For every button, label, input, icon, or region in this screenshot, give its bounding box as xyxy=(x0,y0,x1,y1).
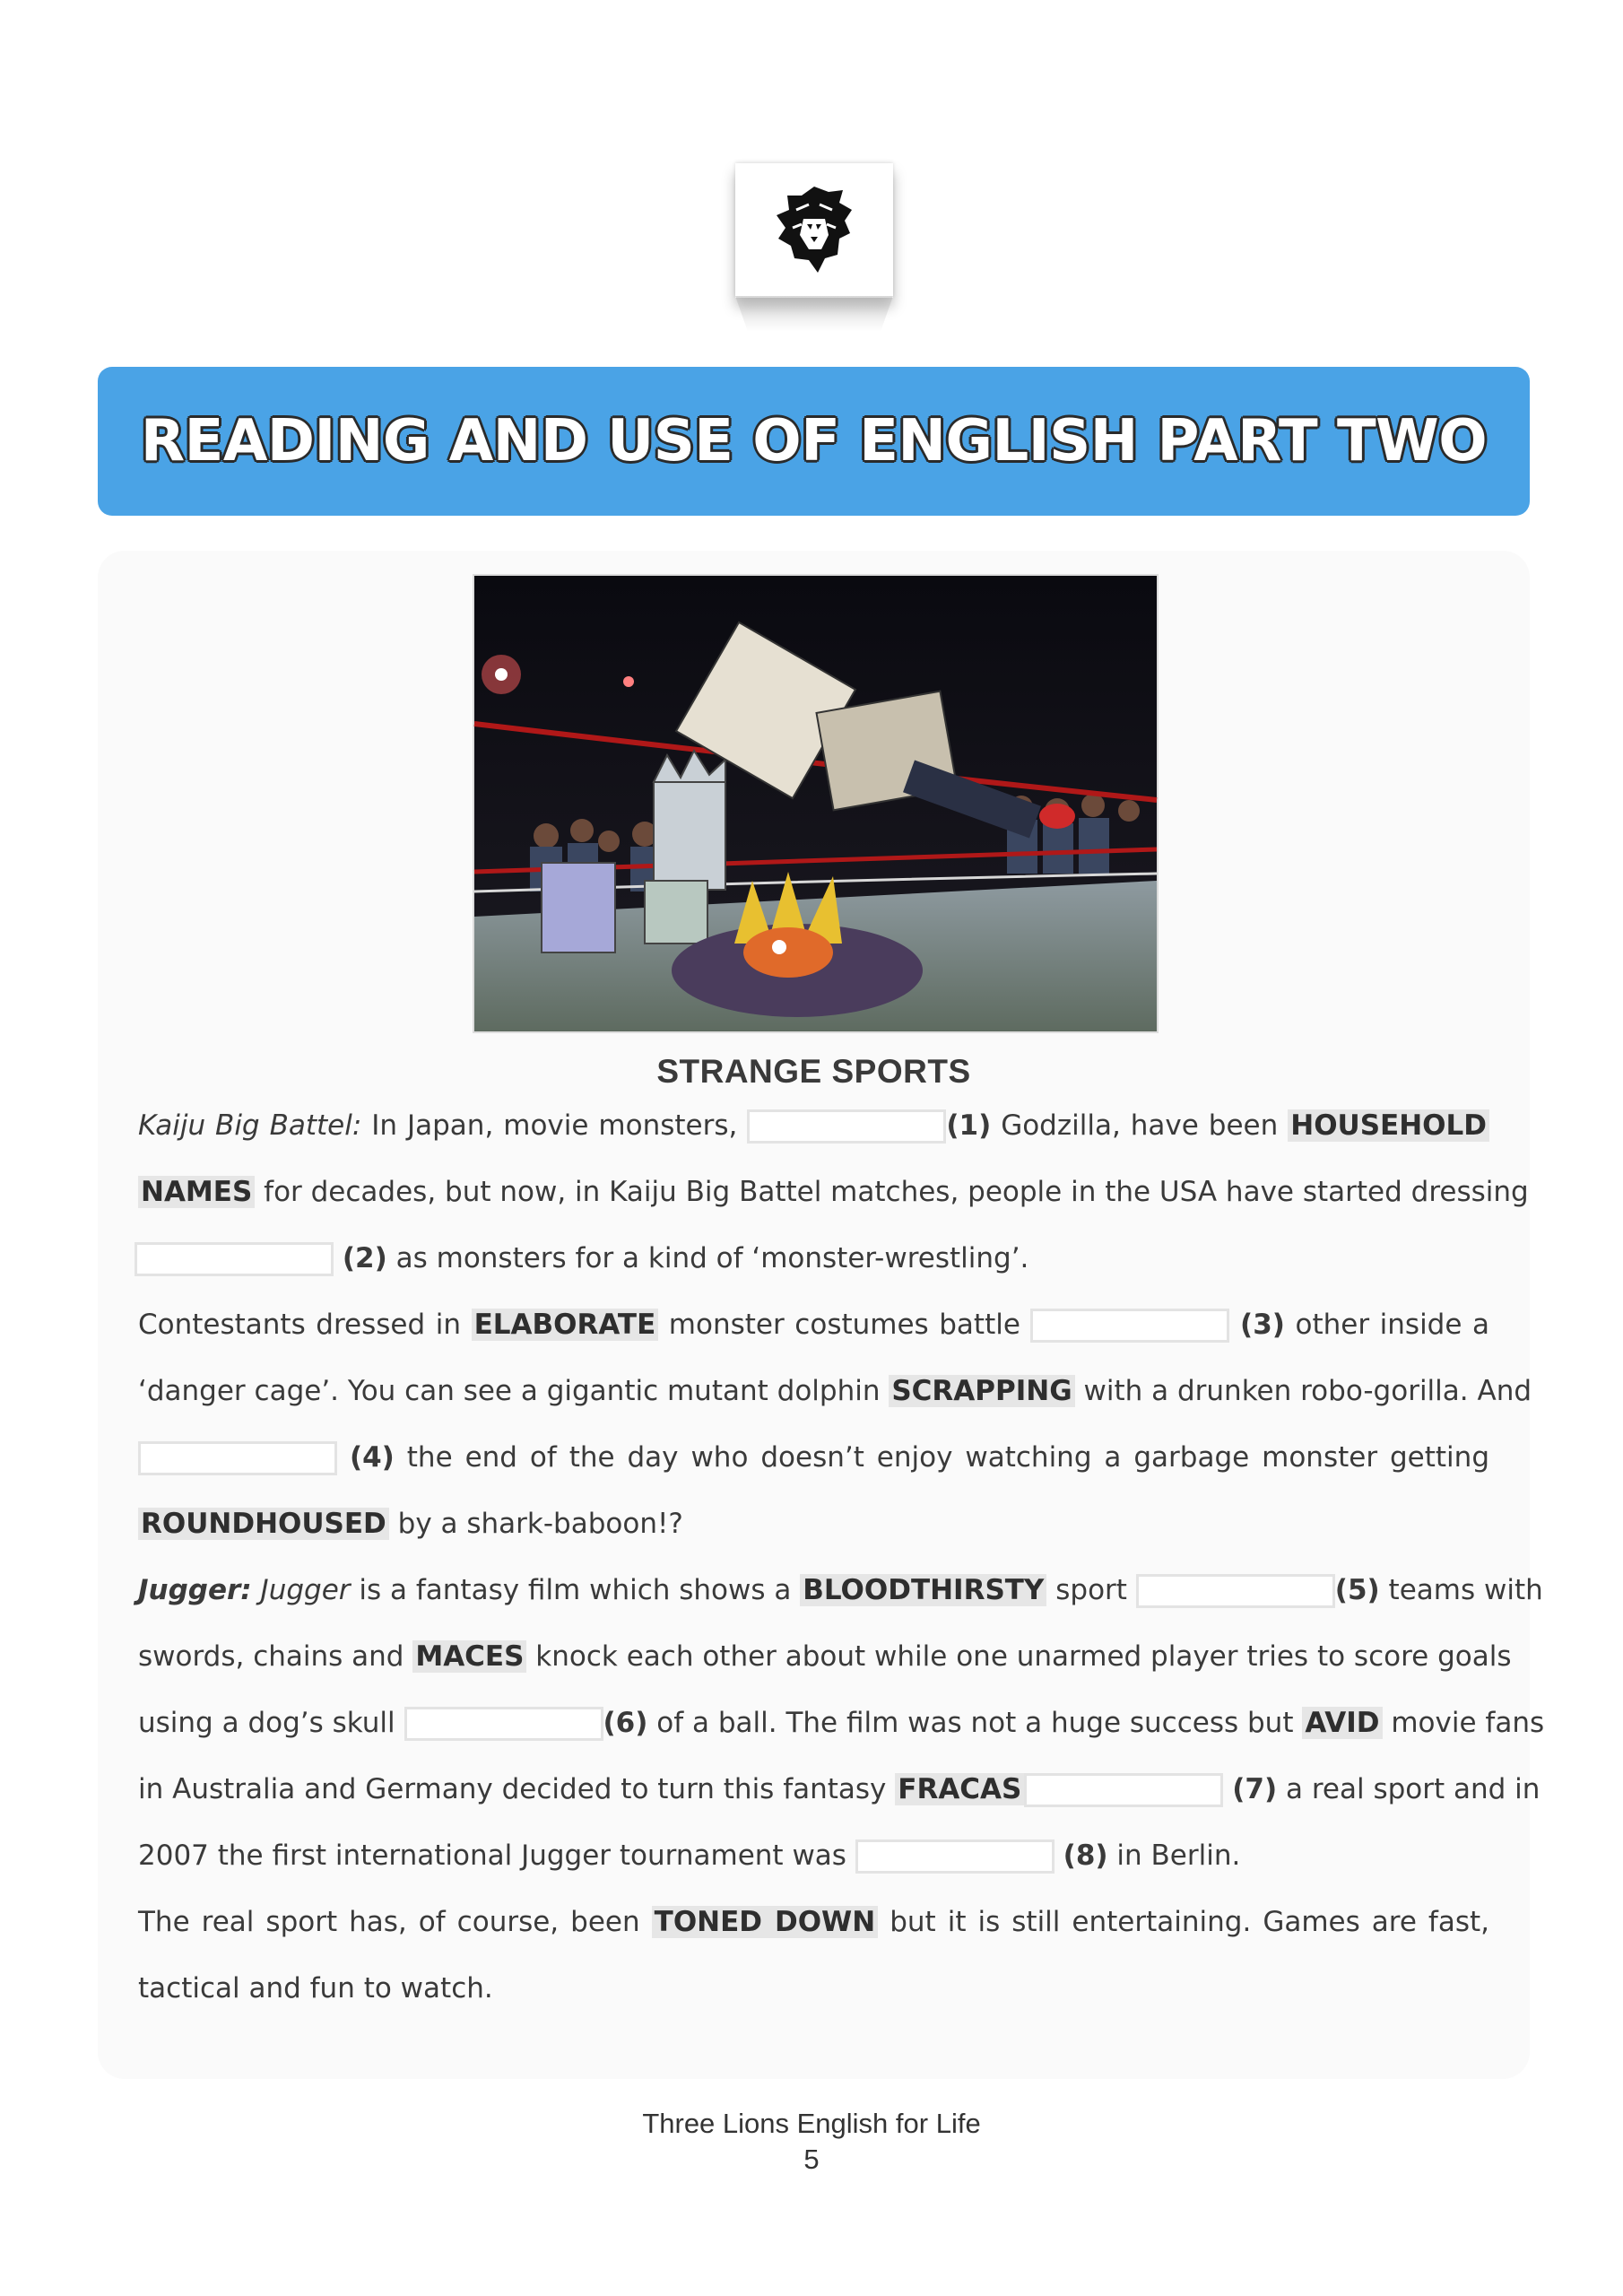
passage-line xyxy=(138,1766,1541,1832)
page-number: 5 xyxy=(803,2144,820,2175)
gap-number: (6) xyxy=(603,1707,648,1739)
keyword-highlight: SCRAPPING xyxy=(889,1375,1074,1407)
gap-number: (4) xyxy=(349,1441,395,1474)
gap-input-7[interactable] xyxy=(1024,1773,1223,1807)
gap-number: (3) xyxy=(1240,1309,1285,1341)
keyword-highlight: TONED DOWN xyxy=(652,1906,879,1938)
lion-head-icon xyxy=(769,183,859,278)
passage-line xyxy=(138,1832,1489,1899)
gap-number: (1) xyxy=(946,1109,992,1142)
text-run: of a ball. The film was not a huge success but xyxy=(647,1707,1303,1739)
passage-line xyxy=(138,1700,1545,1766)
text-run: Contestants dressed in xyxy=(138,1309,472,1341)
section-banner xyxy=(98,367,1530,516)
gap-number: (7) xyxy=(1232,1773,1278,1805)
text-run: knock each other about while one unarmed player tries to score goals xyxy=(526,1640,1512,1673)
text-run: ‘danger cage’. You can see a gigantic mutant dolphin xyxy=(138,1375,890,1407)
page-title: READING AND USE OF ENGLISH PART TWO xyxy=(140,408,1488,474)
gap-input-4[interactable] xyxy=(138,1441,337,1475)
keyword-highlight: BLOODTHIRSTY xyxy=(800,1574,1046,1606)
section-heading: Jugger: xyxy=(138,1574,252,1606)
text-run: In Japan, movie monsters, xyxy=(361,1109,748,1142)
text-run: monster costumes battle xyxy=(658,1309,1031,1341)
logo xyxy=(735,163,893,298)
text-run: but it is still entertaining. Games are fast, xyxy=(878,1906,1489,1938)
text-run: with a drunken robo-gorilla. And xyxy=(1074,1375,1532,1407)
passage-line xyxy=(138,1500,1489,1567)
text-run: teams with xyxy=(1379,1574,1543,1606)
text-run: movie fans xyxy=(1382,1707,1545,1739)
text-run: by a shark-baboon!? xyxy=(388,1508,683,1540)
text-run: is a fantasy film which shows a xyxy=(350,1574,801,1606)
page-footer xyxy=(0,2106,1623,2178)
passage-line xyxy=(138,1102,1489,1169)
gap-input-8[interactable] xyxy=(855,1839,1055,1874)
passage-line xyxy=(138,1965,1489,2031)
text-run: the end of the day who doesn’t enjoy watching a garbage monster getting xyxy=(394,1441,1489,1474)
text-run: The real sport has, of course, been xyxy=(138,1906,652,1938)
keyword-highlight: NAMES xyxy=(138,1176,255,1208)
passage-line xyxy=(138,1169,1529,1235)
story-title: STRANGE SPORTS xyxy=(656,1053,971,1090)
keyword-highlight: AVID xyxy=(1302,1707,1382,1739)
keyword-highlight: ROUNDHOUSED xyxy=(138,1508,389,1540)
gap-input-1[interactable] xyxy=(747,1109,946,1144)
passage-line xyxy=(138,1567,1543,1633)
text-run: sport xyxy=(1046,1574,1136,1606)
text-run: as monsters for a kind of ‘monster-wrestling’. xyxy=(386,1242,1029,1274)
keyword-highlight: MACES xyxy=(412,1640,526,1673)
text-run: a real sport and in xyxy=(1277,1773,1541,1805)
gap-number: (5) xyxy=(1334,1574,1380,1606)
gap-number: (8) xyxy=(1063,1839,1108,1872)
text-run: for decades, but now, in Kaiju Big Battel matches, people in the USA have started dressing xyxy=(255,1176,1529,1208)
gap-input-3[interactable] xyxy=(1030,1309,1229,1343)
text-run: using a dog’s skull xyxy=(138,1707,404,1739)
content-card xyxy=(98,551,1545,2079)
passage-line xyxy=(138,1301,1489,1368)
gap-input-6[interactable] xyxy=(404,1707,603,1741)
film-title: Jugger xyxy=(251,1574,351,1606)
section-heading: Kaiju Big Battel: xyxy=(138,1109,362,1142)
footer-brand: Three Lions English for Life xyxy=(642,2108,981,2139)
text-run: 2007 the first international Jugger tournament was xyxy=(138,1839,855,1872)
passage-line xyxy=(138,1899,1489,1965)
keyword-highlight: HOUSEHOLD xyxy=(1288,1109,1489,1142)
wrestling-ring-photo xyxy=(473,574,1159,1033)
gap-input-5[interactable] xyxy=(1136,1574,1335,1608)
passage-line xyxy=(138,1368,1532,1434)
text-run: tactical and fun to watch. xyxy=(138,1972,493,2005)
logo-ribbon xyxy=(735,296,893,332)
passage-line xyxy=(138,1434,1489,1500)
text-run: in Australia and Germany decided to turn this fantasy xyxy=(138,1773,896,1805)
text-run: swords, chains and xyxy=(138,1640,413,1673)
text-run: in Berlin. xyxy=(1107,1839,1241,1872)
keyword-highlight: FRACAS xyxy=(895,1773,1024,1805)
gap-input-2[interactable] xyxy=(135,1242,334,1276)
gap-number: (2) xyxy=(342,1242,387,1274)
reading-passage xyxy=(138,1102,1545,2031)
text-run: other inside a xyxy=(1284,1309,1489,1341)
passage-line xyxy=(138,1633,1512,1700)
text-run: Godzilla, have been xyxy=(991,1109,1289,1142)
keyword-highlight: ELABORATE xyxy=(472,1309,659,1341)
passage-line xyxy=(138,1235,1489,1301)
